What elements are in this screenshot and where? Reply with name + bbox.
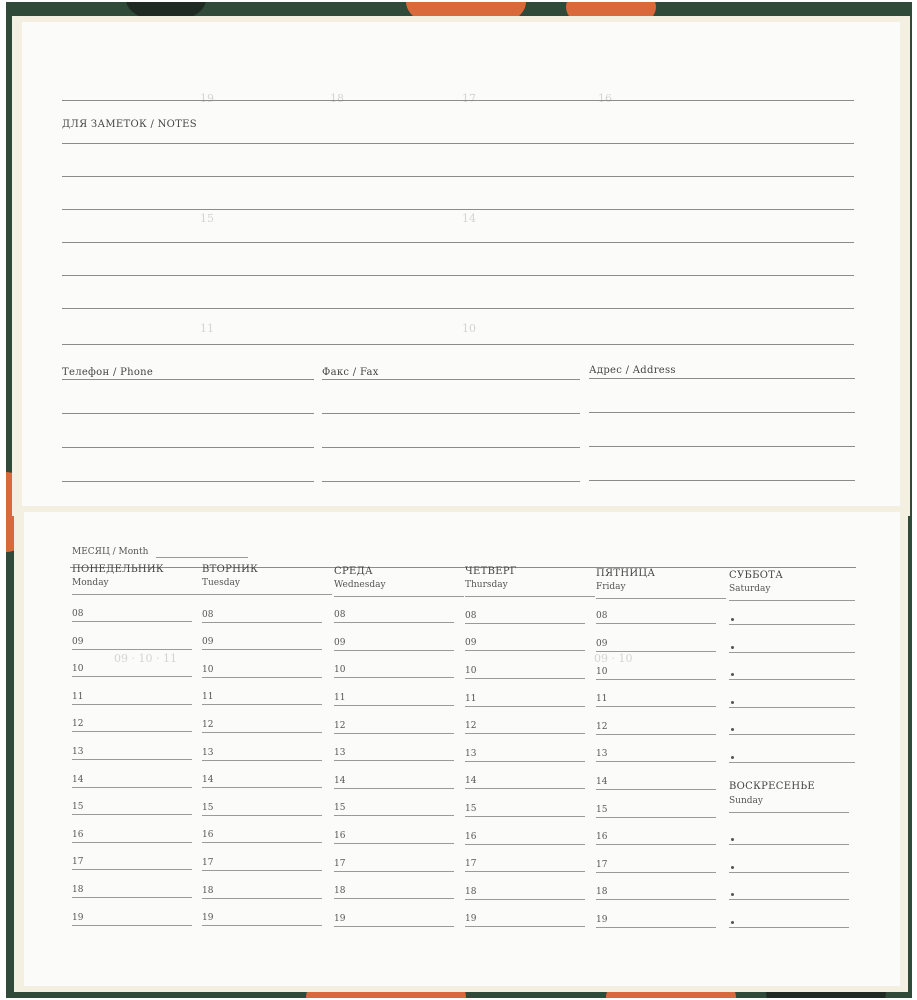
- hour-slot-thursday[interactable]: [465, 926, 585, 927]
- hour-label: 12: [596, 721, 608, 732]
- hour-label: 10: [334, 665, 346, 676]
- hour-slot-saturday[interactable]: [729, 679, 855, 680]
- day-name-sunday: ВОСКРЕСЕНЬЕ: [729, 781, 815, 792]
- day-header-rule: [334, 596, 464, 597]
- day-name-monday: ПОНЕДЕЛЬНИК: [72, 564, 164, 575]
- hour-label: 11: [202, 692, 214, 703]
- hour-slot-thursday[interactable]: [465, 733, 585, 734]
- hour-label: 13: [202, 747, 214, 758]
- phone-field[interactable]: [62, 447, 314, 448]
- hour-slot-friday[interactable]: [596, 872, 716, 873]
- fax-field[interactable]: [322, 447, 580, 448]
- day-name-en-wednesday: Wednesday: [334, 580, 386, 590]
- hour-label: 17: [465, 859, 477, 870]
- hour-label: 15: [596, 804, 608, 815]
- day-name-en-tuesday: Tuesday: [202, 578, 240, 588]
- hour-slot-saturday[interactable]: [729, 734, 855, 735]
- hour-label: 11: [596, 694, 608, 705]
- day-name-en-sunday: Sunday: [729, 796, 763, 806]
- bullet-dot: [731, 618, 734, 621]
- hour-slot-tuesday[interactable]: [202, 622, 322, 623]
- day-name-en-monday: Monday: [72, 578, 109, 588]
- hour-label: 16: [465, 831, 477, 842]
- hour-label: 15: [465, 804, 477, 814]
- hour-label: 16: [72, 829, 84, 840]
- hour-slot-wednesday[interactable]: [334, 760, 454, 761]
- hour-label: 10: [72, 664, 84, 675]
- hour-label: 13: [596, 749, 608, 760]
- address-field[interactable]: [589, 480, 855, 481]
- hour-slot-thursday[interactable]: [465, 816, 585, 817]
- hour-slot-sunday[interactable]: [729, 844, 849, 845]
- hour-label: 15: [72, 802, 84, 813]
- hour-slot-tuesday[interactable]: [202, 704, 322, 705]
- day-name-wednesday: СРЕДА: [334, 566, 373, 577]
- hour-slot-thursday[interactable]: [465, 899, 585, 900]
- day-header-rule: [72, 594, 202, 595]
- hour-label: 16: [334, 831, 346, 841]
- hour-slot-friday[interactable]: [596, 817, 716, 818]
- hour-label: 16: [596, 832, 608, 843]
- hour-slot-saturday[interactable]: [729, 762, 855, 763]
- hour-label: 13: [465, 748, 477, 759]
- phone-field[interactable]: [62, 481, 314, 482]
- hour-slot-wednesday[interactable]: [334, 815, 454, 816]
- hour-label: 09: [202, 637, 214, 648]
- hour-slot-tuesday[interactable]: [202, 649, 322, 650]
- hour-label: 19: [202, 913, 214, 924]
- bullet-dot: [731, 701, 734, 704]
- hour-slot-tuesday[interactable]: [202, 732, 322, 733]
- notes-rule[interactable]: [62, 275, 854, 276]
- notes-rule[interactable]: [62, 209, 854, 210]
- hour-label: 09: [72, 636, 84, 647]
- hour-slot-wednesday[interactable]: [334, 843, 454, 844]
- month-label: МЕСЯЦ / Month: [72, 547, 149, 557]
- hour-slot-tuesday[interactable]: [202, 815, 322, 816]
- notes-rule[interactable]: [62, 176, 854, 177]
- notes-title: ДЛЯ ЗАМЕТОК / NOTES: [62, 119, 197, 130]
- hour-slot-monday[interactable]: [72, 676, 192, 677]
- month-field[interactable]: [156, 557, 248, 558]
- day-name-saturday: СУББОТА: [729, 570, 784, 581]
- hour-slot-wednesday[interactable]: [334, 705, 454, 706]
- hour-label: 12: [202, 720, 214, 730]
- hour-label: 11: [72, 691, 84, 702]
- hour-label: 12: [334, 720, 346, 731]
- hour-label: 12: [465, 721, 477, 732]
- hour-label: 13: [72, 747, 84, 757]
- bullet-dot: [731, 893, 734, 896]
- bullet-dot: [731, 728, 734, 731]
- hour-label: 12: [72, 719, 84, 730]
- address-label: Адрес / Address: [589, 365, 676, 376]
- hour-slot-monday[interactable]: [72, 649, 192, 650]
- hour-label: 18: [465, 886, 477, 897]
- notes-rule[interactable]: [62, 344, 854, 345]
- hour-slot-thursday[interactable]: [465, 871, 585, 872]
- bleed-through-text: 15: [200, 212, 214, 225]
- hour-slot-friday[interactable]: [596, 844, 716, 845]
- hour-slot-monday[interactable]: [72, 787, 192, 788]
- bleed-through-text: 17: [462, 92, 476, 105]
- hour-label: 18: [202, 885, 214, 896]
- day-header-rule: [596, 598, 726, 599]
- hour-slot-thursday[interactable]: [465, 844, 585, 845]
- hour-slot-monday[interactable]: [72, 897, 192, 898]
- hour-label: 11: [465, 693, 477, 704]
- hour-slot-tuesday[interactable]: [202, 870, 322, 871]
- hour-slot-monday[interactable]: [72, 814, 192, 815]
- hour-slot-monday[interactable]: [72, 704, 192, 705]
- notes-rule[interactable]: [62, 308, 854, 309]
- hour-label: 14: [465, 776, 477, 787]
- day-name-en-thursday: Thursday: [465, 580, 508, 590]
- hour-label: 17: [596, 859, 608, 870]
- hour-label: 18: [72, 885, 84, 895]
- address-field[interactable]: [589, 378, 855, 379]
- bullet-dot: [731, 838, 734, 841]
- bleed-through-text: 19: [200, 92, 214, 105]
- hour-slot-friday[interactable]: [596, 899, 716, 900]
- hour-label: 08: [334, 610, 346, 621]
- bullet-dot: [731, 866, 734, 869]
- phone-field[interactable]: [62, 413, 314, 414]
- phone-field[interactable]: [62, 379, 314, 380]
- hour-slot-tuesday[interactable]: [202, 898, 322, 899]
- bleed-through-text: 14: [462, 212, 476, 225]
- day-name-en-friday: Friday: [596, 582, 626, 592]
- hour-slot-friday[interactable]: [596, 623, 716, 624]
- hour-slot-wednesday[interactable]: [334, 622, 454, 623]
- hour-label: 10: [465, 666, 477, 676]
- bullet-dot: [731, 673, 734, 676]
- hour-label: 08: [465, 610, 477, 621]
- hour-slot-thursday[interactable]: [465, 678, 585, 679]
- hour-slot-tuesday[interactable]: [202, 925, 322, 926]
- bullet-dot: [731, 921, 734, 924]
- hour-label: 13: [334, 748, 346, 759]
- hour-label: 09: [465, 638, 477, 649]
- bullet-dot: [731, 646, 734, 649]
- hour-slot-thursday[interactable]: [465, 706, 585, 707]
- hour-slot-monday[interactable]: [72, 731, 192, 732]
- hour-label: 17: [72, 857, 84, 868]
- hour-label: 14: [72, 774, 84, 785]
- fax-label: Факс / Fax: [322, 367, 379, 378]
- day-header-rule: [202, 594, 332, 595]
- hour-label: 10: [596, 666, 608, 677]
- phone-label: Телефон / Phone: [62, 367, 154, 378]
- hour-slot-tuesday[interactable]: [202, 842, 322, 843]
- bullet-dot: [731, 756, 734, 759]
- hour-slot-sunday[interactable]: [729, 872, 849, 873]
- hour-slot-wednesday[interactable]: [334, 733, 454, 734]
- hour-label: 14: [202, 775, 214, 786]
- hour-slot-sunday[interactable]: [729, 899, 849, 900]
- hour-slot-friday[interactable]: [596, 761, 716, 762]
- hour-label: 19: [72, 912, 84, 923]
- hour-label: 14: [596, 777, 608, 787]
- hour-label: 09: [596, 639, 608, 649]
- hour-slot-saturday[interactable]: [729, 707, 855, 708]
- day-name-tuesday: ВТОРНИК: [202, 564, 259, 575]
- hour-slot-tuesday[interactable]: [202, 787, 322, 788]
- bleed-through-text: 10: [462, 322, 476, 335]
- bleed-through-text: 16: [598, 92, 612, 105]
- hour-slot-friday[interactable]: [596, 734, 716, 735]
- notes-rule[interactable]: [62, 143, 854, 144]
- hour-label: 15: [334, 803, 346, 814]
- bleed-through-text: 09 · 10 · 11: [114, 652, 177, 665]
- hour-slot-monday[interactable]: [72, 621, 192, 622]
- day-header-rule: [729, 600, 855, 601]
- hour-label: 08: [202, 609, 214, 620]
- bleed-through-text: 18: [330, 92, 344, 105]
- hour-label: 08: [72, 609, 84, 619]
- hour-slot-friday[interactable]: [596, 679, 716, 680]
- hour-slot-thursday[interactable]: [465, 761, 585, 762]
- hour-slot-wednesday[interactable]: [334, 871, 454, 872]
- hour-slot-wednesday[interactable]: [334, 650, 454, 651]
- hour-slot-wednesday[interactable]: [334, 898, 454, 899]
- hour-slot-monday[interactable]: [72, 759, 192, 760]
- bleed-through-text: 11: [200, 322, 214, 335]
- hour-slot-friday[interactable]: [596, 789, 716, 790]
- hour-label: 16: [202, 830, 214, 841]
- hour-label: 18: [334, 886, 346, 897]
- bleed-through-text: 09 · 10: [594, 652, 633, 665]
- address-field[interactable]: [589, 412, 855, 413]
- hour-label: 19: [596, 915, 608, 925]
- hour-label: 11: [334, 693, 346, 703]
- hour-label: 17: [202, 858, 214, 868]
- day-header-rule: [465, 596, 595, 597]
- hour-slot-friday[interactable]: [596, 927, 716, 928]
- day-name-en-saturday: Saturday: [729, 584, 771, 594]
- hour-slot-thursday[interactable]: [465, 788, 585, 789]
- notes-rule[interactable]: [62, 242, 854, 243]
- day-name-friday: ПЯТНИЦА: [596, 568, 656, 579]
- planner-page: [24, 512, 900, 986]
- hour-label: 14: [334, 775, 346, 786]
- fax-field[interactable]: [322, 481, 580, 482]
- hour-slot-saturday[interactable]: [729, 624, 855, 625]
- hour-slot-friday[interactable]: [596, 706, 716, 707]
- notes-rule: [62, 100, 854, 101]
- hour-label: 17: [334, 858, 346, 869]
- hour-slot-monday[interactable]: [72, 925, 192, 926]
- day-header-rule: [729, 812, 849, 813]
- hour-label: 08: [596, 611, 608, 622]
- hour-label: 19: [465, 914, 477, 925]
- hour-slot-thursday[interactable]: [465, 623, 585, 624]
- hour-slot-tuesday[interactable]: [202, 760, 322, 761]
- hour-label: 18: [596, 887, 608, 898]
- hour-label: 09: [334, 637, 346, 648]
- notes-page: [22, 22, 900, 506]
- hour-slot-tuesday[interactable]: [202, 677, 322, 678]
- hour-slot-sunday[interactable]: [729, 927, 849, 928]
- hour-slot-wednesday[interactable]: [334, 788, 454, 789]
- day-name-thursday: ЧЕТВЕРГ: [465, 566, 517, 577]
- fax-field[interactable]: [322, 413, 580, 414]
- hour-slot-wednesday[interactable]: [334, 926, 454, 927]
- hour-label: 10: [202, 664, 214, 675]
- fax-field[interactable]: [322, 379, 580, 380]
- hour-slot-monday[interactable]: [72, 869, 192, 870]
- hour-slot-saturday[interactable]: [729, 652, 855, 653]
- hour-label: 19: [334, 913, 346, 924]
- hour-slot-wednesday[interactable]: [334, 677, 454, 678]
- address-field[interactable]: [589, 446, 855, 447]
- planner-top-rule: [70, 567, 856, 568]
- hour-slot-monday[interactable]: [72, 842, 192, 843]
- hour-label: 15: [202, 802, 214, 813]
- hour-slot-thursday[interactable]: [465, 650, 585, 651]
- hour-slot-friday[interactable]: [596, 651, 716, 652]
